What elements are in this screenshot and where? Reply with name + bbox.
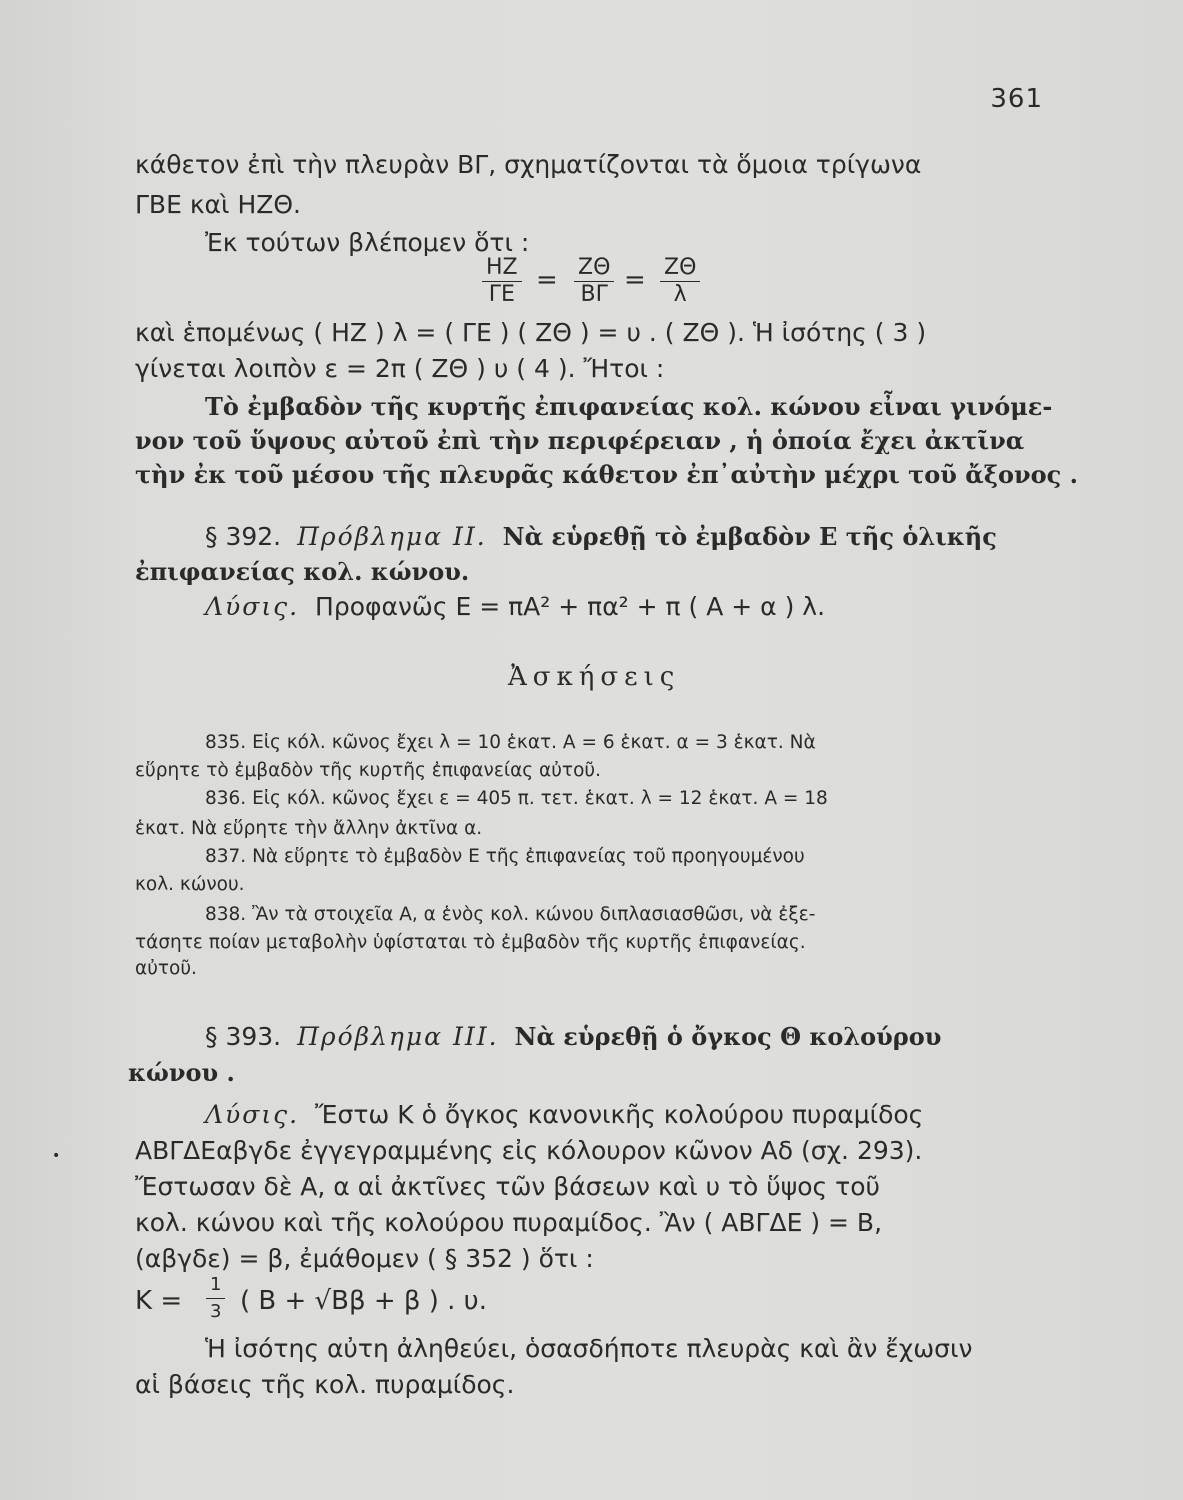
numerator: ΗΖ (482, 255, 522, 282)
exercise-835: 835. Εἰς κόλ. κῶνος ἔχει λ = 10 ἑκατ. Α = 6 ἑκατ. α = 3 ἑκατ. Νὰ (205, 732, 816, 753)
exercise-836: 836. Εἰς κόλ. κῶνος ἔχει ε = 405 π. τετ. ἑκατ. λ = 12 ἑκατ. Α = 18 (205, 788, 828, 809)
text-line: Ἐκ τούτων βλέπομεν ὅτι : (205, 228, 530, 257)
text-line: (αβγδε) = β, ἐμάθομεν ( § 352 ) ὅτι : (135, 1244, 594, 1273)
formula-lhs: Κ = (135, 1286, 183, 1316)
section-393-heading (205, 1022, 941, 1051)
section-number: § 393. (205, 1022, 282, 1051)
equals-sign: = (536, 265, 558, 295)
exercise-837-cont: κολ. κώνου. (135, 874, 245, 895)
equals-sign: = (624, 265, 646, 295)
problem-title-cont: κώνου . (128, 1058, 235, 1087)
fraction (482, 255, 522, 308)
problem-label: Πρόβλημα ΙΙΙ. (297, 1022, 499, 1051)
exercises-heading: Ἀσκήσεις (508, 662, 681, 692)
margin-mark: • (52, 1148, 61, 1164)
denominator: 3 (210, 1301, 222, 1322)
exercise-837: 837. Νὰ εὕρητε τὸ ἐμβαδὸν Ε τῆς ἐπιφανείας τοῦ προηγουμένου (205, 846, 805, 867)
solution-line (205, 1100, 923, 1129)
exercise-838: 838. Ἂν τὰ στοιχεῖα Α, α ἑνὸς κολ. κώνου διπλασιασθῶσι, νὰ ἐξε- (205, 904, 816, 925)
exercise-838-cont: αὐτοῦ. (135, 958, 197, 979)
page-number: 361 (990, 84, 1043, 114)
text-line: αἱ βάσεις τῆς κολ. πυραμίδος. (135, 1370, 515, 1399)
section-number: § 392. (205, 522, 282, 551)
problem-title-cont: ἐπιφανείας κολ. κώνου. (135, 557, 470, 586)
text-line: γίνεται λοιπὸν ε = 2π ( ΖΘ ) υ ( 4 ). Ἤτοι : (135, 354, 665, 383)
text-line: ΓΒΕ καὶ ΗΖΘ. (135, 190, 301, 219)
denominator: λ (673, 282, 687, 307)
solution-label: Λύσις. (205, 1100, 300, 1129)
theorem-line: Τὸ ἐμβαδὸν τῆς κυρτῆς ἐπιφανείας κολ. κώνου εἶναι γινόμε- (205, 392, 1053, 421)
theorem-line: νον τοῦ ὕψους αὐτοῦ ἐπὶ τὴν περιφέρειαν , ἡ ὁποία ἔχει ἀκτῖνα (135, 426, 1025, 455)
text-line: κάθετον ἐπὶ τὴν πλευρὰν ΒΓ, σχηματίζονται τὰ ὅμοια τρίγωνα (135, 150, 922, 179)
section-392-heading (205, 522, 997, 551)
fraction (660, 255, 700, 308)
denominator: ΒΓ (580, 282, 608, 307)
theorem-line: τὴν ἐκ τοῦ μέσου τῆς πλευρᾶς κάθετον ἐπ᾽αὐτὴν μέχρι τοῦ ἄξονος . (135, 460, 1078, 489)
formula-rhs: ( Β + √Ββ + β ) . υ. (240, 1286, 487, 1316)
problem-label: Πρόβλημα ΙΙ. (297, 522, 487, 551)
text-line: ΑΒΓΔΕαβγδε ἐγγεγραμμένης εἰς κόλουρον κῶνον Αδ (σχ. 293). (135, 1136, 923, 1165)
problem-title: Νὰ εὑρεθῇ τὸ ἐμβαδὸν Ε τῆς ὁλικῆς (502, 522, 997, 551)
numerator: 1 (206, 1272, 225, 1299)
solution-line (205, 592, 825, 621)
denominator: ΓΕ (488, 282, 515, 307)
numerator: ΖΘ (574, 255, 614, 282)
solution-text: Ἔστω Κ ὁ ὄγκος κανονικῆς κολούρου πυραμίδος (315, 1100, 924, 1129)
fraction (574, 255, 614, 308)
exercise-835-cont: εὕρητε τὸ ἐμβαδὸν τῆς κυρτῆς ἐπιφανείας αὐτοῦ. (135, 760, 601, 781)
exercise-836-cont: ἑκατ. Νὰ εὕρητε τὴν ἄλλην ἀκτῖνα α. (135, 818, 483, 839)
exercise-838-cont: τάσητε ποίαν μεταβολὴν ὑφίσταται τὸ ἐμβαδὸν τῆς κυρτῆς ἐπιφανείας. (135, 932, 806, 953)
problem-title: Νὰ εὑρεθῇ ὁ ὄγκος Θ κολούρου (514, 1022, 942, 1051)
text-line: Ἡ ἰσότης αὐτη ἀληθεύει, ὁσασδήποτε πλευρὰς καὶ ἂν ἔχωσιν (205, 1334, 973, 1363)
text-line: Ἔστωσαν δὲ Α, α αἱ ἀκτῖνες τῶν βάσεων καὶ υ τὸ ὕψος τοῦ (135, 1172, 880, 1201)
text-line: κολ. κώνου καὶ τῆς κολούρου πυραμίδος. Ἂν ( ΑΒΓΔΕ ) = Β, (135, 1208, 883, 1237)
one-third-fraction (206, 1272, 225, 1325)
solution-label: Λύσις. (205, 592, 300, 621)
numerator: ΖΘ (660, 255, 700, 282)
solution-text: Προφανῶς Ε = πΑ² + πα² + π ( Α + α ) λ. (315, 592, 826, 621)
text-line: καὶ ἑπομένως ( ΗΖ ) λ = ( ΓΕ ) ( ΖΘ ) = υ . ( ΖΘ ). Ἡ ἰσότης ( 3 ) (135, 318, 927, 347)
